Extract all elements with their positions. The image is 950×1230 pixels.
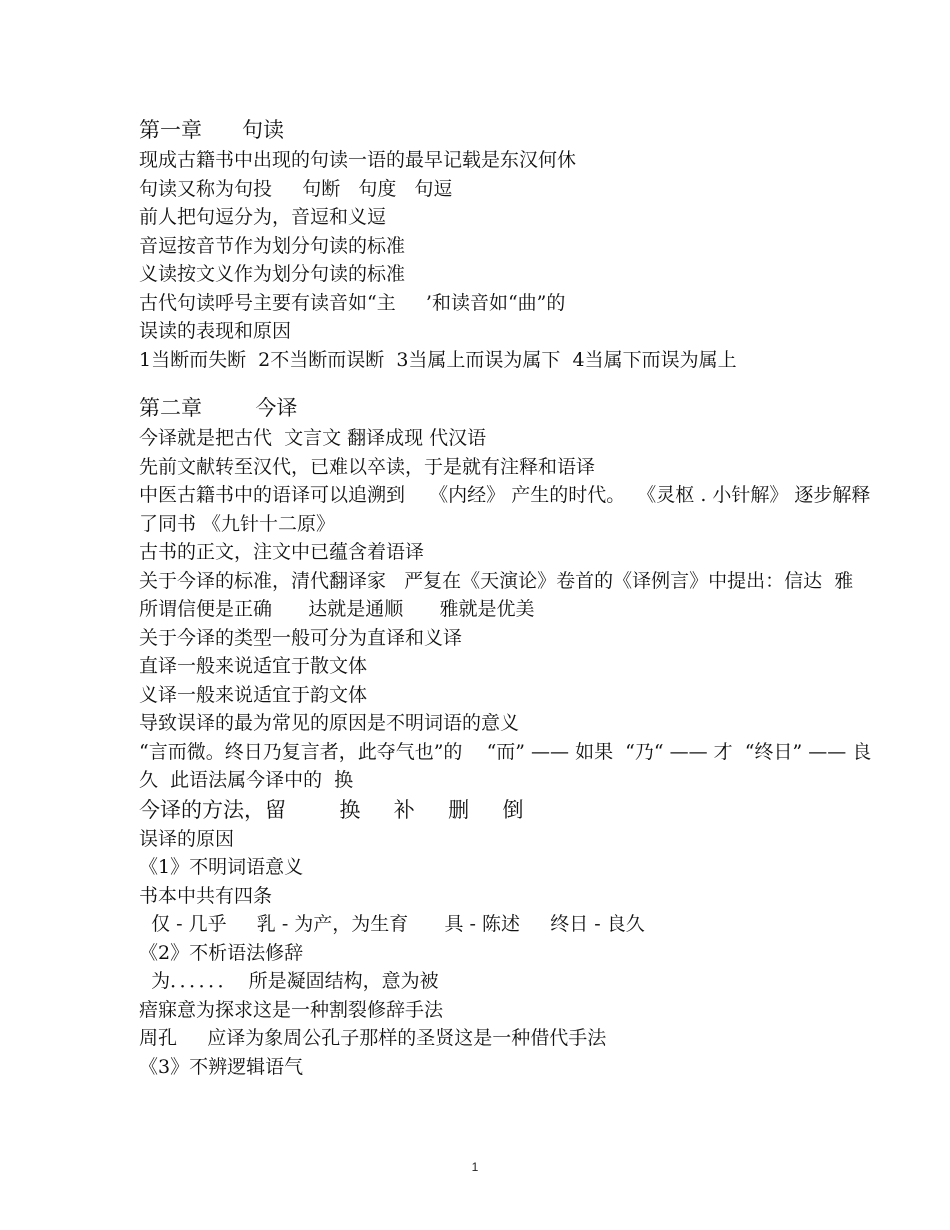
chapter-1-line: 前人把句逗分为，音逗和义逗 xyxy=(139,206,387,228)
chapter-2-line: 所谓信便是正确 达就是通顺 雅就是优美 xyxy=(139,598,535,620)
chapter-1-line: 音逗按音节作为划分句读的标准 xyxy=(139,234,406,257)
chapter-2-line: 书本中共有四条 xyxy=(139,884,273,907)
chapter-2-line: 周孔 应译为象周公孔子那样的圣贤这是一种借代手法 xyxy=(139,1027,607,1049)
chapter-1-line: 1当断而失断 2不当断而误断 3当属上而误为属下 4当属下而误为属上 xyxy=(139,348,737,371)
chapter-2-line: 先前文献转至汉代，已难以卒读，于是就有注释和语译 xyxy=(139,455,596,478)
chapter-1-line: 古代句读呼号主要有读音如“主 ’和读音如“曲”的 xyxy=(139,291,566,314)
page-content xyxy=(139,114,874,1081)
chapter-1-line: 现成古籍书中出现的句读一语的最早记载是东汉何休 xyxy=(139,149,577,171)
chapter-2-line: 今译就是把古代 文言文 翻译成现 代汉语 xyxy=(139,427,487,449)
chapter-2-line: 《2》不析语法修辞 xyxy=(139,941,304,964)
chapter-2-line: 《3》不辨逻辑语气 xyxy=(139,1055,304,1078)
chapter-2-line: 《1》不明词语意义 xyxy=(139,856,304,878)
chapter-1-line: 句读又称为句投 句断 句度 句逗 xyxy=(139,177,453,200)
chapter-2-line: 义译一般来说适宜于韵文体 xyxy=(139,683,368,706)
chapter-2-line: 导致误译的最为常见的原因是不明词语的意义 xyxy=(139,712,520,734)
chapter-1-line: 义读按文义作为划分句读的标准 xyxy=(139,263,406,285)
chapter-2-line: 古书的正文，注文中已蕴含着语译 xyxy=(139,541,425,563)
chapter-2-line: 直译一般来说适宜于散文体 xyxy=(139,655,368,677)
chapter-2-line: 误译的原因 xyxy=(139,827,235,850)
chapter-2-line: 为．．．．．． 所是凝固结构，意为被 xyxy=(139,970,439,992)
page-number: 1 xyxy=(471,1160,479,1174)
chapter-2-line: 仅 - 几乎 乳 - 为产，为生育 具 - 陈述 终日 - 良久 xyxy=(139,913,645,935)
chapter-2-line: 瘖寐意为探求这是一种割裂修辞手法 xyxy=(139,998,444,1021)
chapter-2-paragraph: 中医古籍书中的语译可以追溯到 《内经》 产生的时代。 《灵枢 . 小针解》 逐步解释了同书 《九针十二原》 xyxy=(139,484,871,535)
chapter-1-heading: 第一章 句读 xyxy=(139,118,285,142)
chapter-2-paragraph: “言而微。终日乃复言者，此夺气也”的 “而” —— 如果 “乃“ —— 才 “终日” —— 良久 此语法属今译中的 换 xyxy=(139,740,872,791)
chapter-1-line: 误读的表现和原因 xyxy=(139,320,292,342)
chapter-2-line: 关于今译的类型一般可分为直译和义译 xyxy=(139,626,463,649)
translation-methods-line: 今译的方法，留 换 补 删 倒 xyxy=(139,797,524,822)
chapter-2-heading: 第二章 今译 xyxy=(139,396,298,420)
chapter-2-paragraph: 关于今译的标准，清代翻译家 严复在《天演论》卷首的《译例言》中提出：信达 雅 xyxy=(139,569,854,592)
